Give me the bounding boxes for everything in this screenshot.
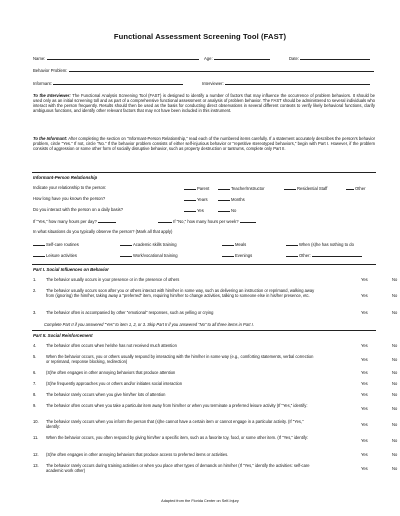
date-label: Date: — [289, 56, 300, 61]
behavior-problem-label: Behavior Problem: — [33, 68, 68, 73]
situation-evenings[interactable] — [222, 252, 252, 258]
answer-yes[interactable]: Yes — [361, 406, 368, 411]
age-field[interactable] — [204, 55, 270, 61]
answer-no[interactable]: No — [392, 381, 398, 386]
interviewer-field[interactable] — [202, 80, 370, 86]
situation-selfcare-label: Self-care routines — [46, 242, 79, 247]
interviewer-text: The Functional Analysis Screening Tool (FAST) is designed to identify a number of factors that may influence the occurrence of problem behaviors. It should be used only as an initial screening toll and as part of a comprehensive functional assessment or analysis of problem behavior. The FAST should be administered to several individuals who interact with the person frequently. Results should then be used as the basis for conducting direct observations in several different contexts to verify likely behavioral functions, clarify ambiguous functions, and identify other relevant factors that may not have been included in this instrument. — [33, 93, 376, 114]
question-number: 2. — [33, 288, 37, 293]
answer-yes[interactable]: Yes — [361, 466, 368, 471]
situation-leisure[interactable] — [33, 252, 77, 258]
divider — [32, 264, 376, 265]
daily-no-label: No — [231, 208, 237, 213]
question-text: The behavior usually occurs soon after you or others interact with him/her in some way, such as delivering an instruction or reprimand, walking away from (ignoring) the him/her, taking away a "preferred" item, requiring him/her to change activities, talking to someone else in his/her presence, etc. — [46, 288, 315, 298]
option-parent-label: Parent — [197, 186, 210, 191]
question-text: The behavior often occurs when you take a particular item away from him/her or when you terminate a preferred leisure activity (If "Yes," identify: — [46, 403, 308, 408]
part1-heading: Part I. Social Influences on Behavior — [33, 267, 109, 272]
daily-yes-label: Yes — [197, 208, 204, 213]
option-other-label: Other — [355, 186, 366, 191]
hours-per-day-label: If "Yes," how many hours per day? — [33, 219, 97, 224]
situation-nothing-label: When (s)he has nothing to do — [299, 242, 354, 247]
interviewer-instructions — [33, 93, 375, 113]
situation-nothing[interactable] — [286, 241, 354, 247]
answer-no[interactable]: No — [392, 310, 398, 315]
hours-per-day-field[interactable] — [33, 218, 116, 224]
answer-yes[interactable]: Yes — [361, 422, 368, 427]
option-teacher[interactable] — [218, 185, 265, 191]
informant-field[interactable] — [33, 80, 183, 86]
question-text: The behavior rarely occurs when you give him/her lots of attention — [46, 392, 166, 397]
situation-work[interactable] — [120, 252, 178, 258]
answer-yes[interactable]: Yes — [361, 381, 368, 386]
option-teacher-label: Teacher/Instructor — [231, 186, 265, 191]
situations-label: In what situations do you typically observe the person? (Mark all that apply) — [33, 229, 173, 234]
question-number: 9. — [33, 403, 37, 408]
question-text: (S)he often engages in other annoying behaviors that produce attention — [46, 370, 176, 375]
answer-yes[interactable]: Yes — [361, 392, 368, 397]
answer-no[interactable]: No — [392, 438, 398, 443]
page-title: Functional Assessment Screening Tool (FAST) — [113, 32, 287, 41]
question-number: 4. — [33, 343, 37, 348]
relationship-indicate-label: Indicate your relationship to the person: — [33, 185, 107, 190]
name-field[interactable] — [33, 55, 199, 61]
divider — [32, 172, 376, 173]
question-number: 5. — [33, 354, 37, 359]
question-text: The behavior often occurs when he/she has not received much attention — [46, 343, 177, 348]
situation-meals-label: Meals — [235, 242, 247, 247]
interviewer-lead: To the Interviewer: — [33, 93, 71, 98]
question-text: The behavior often is accompanied by other "emotional" responses, such as yelling or crying — [46, 310, 214, 315]
option-other[interactable] — [346, 185, 365, 191]
months-field[interactable] — [218, 196, 245, 202]
question-text: The behavior usually occurs in your presence or in the presence of others — [46, 277, 180, 282]
question-text: (S)he often engages in other annoying behaviors that produce access to preferred items or activities. — [46, 452, 229, 457]
informant-lead: To the Informant: — [33, 136, 68, 141]
daily-yes-option[interactable] — [184, 207, 204, 213]
years-field[interactable] — [184, 196, 208, 202]
question-text: The behavior rarely occurs when you inform the person that (s)he cannot have a certain item or cannot engage in a particular activity. (If "Yes," identify: — [46, 419, 304, 429]
relationship-heading: Informant-Person Relationship — [33, 175, 98, 180]
months-label: Months — [231, 197, 245, 202]
informant-text: After completing the section on "Informant-Person Relationship," read each of the numbered items carefully. If a statement accurately describes the person's behavior problem, circle "Yes." If not, circle "No." If the behavior problem consists of either self-injurious behavior or "repetitive stereotyped behaviors," begin with Part I. However, if the problem consists of aggression or some other form of socially disruptive behavior, such as property destruction or tantrums, complete only Part II. — [33, 136, 375, 152]
question-text: The behavior rarely occurs during training activities or when you place other types of demands on him/her (If "Yes," identify the activities: self-care academic work other) — [46, 463, 310, 473]
question-text: When the behavior occurs, you often respond by giving him/her a specific item, such as a favorite toy, food, or some other item. (If "Yes," identify: — [46, 435, 309, 440]
option-residential-label: Residential Staff — [297, 186, 328, 191]
answer-no[interactable]: No — [392, 370, 398, 375]
situation-academic-label: Academic skills training — [133, 242, 177, 247]
answer-yes[interactable]: Yes — [361, 310, 368, 315]
answer-no[interactable]: No — [392, 466, 398, 471]
situation-other[interactable] — [286, 252, 362, 258]
answer-no[interactable]: No — [392, 422, 398, 427]
question-number: 13. — [33, 463, 39, 468]
informant-instructions — [33, 136, 375, 151]
answer-no[interactable]: No — [392, 357, 398, 362]
informant-label: Informant: — [33, 81, 52, 86]
option-parent[interactable] — [184, 185, 209, 191]
answer-yes[interactable]: Yes — [361, 293, 368, 298]
answer-no[interactable]: No — [392, 343, 398, 348]
daily-label: Do you interact with the person on a daily basis? — [33, 207, 124, 212]
answer-yes[interactable]: Yes — [361, 343, 368, 348]
answer-yes[interactable]: Yes — [361, 370, 368, 375]
interviewer-label: Interviewer: — [202, 81, 224, 86]
question-number: 11. — [33, 435, 39, 440]
answer-yes[interactable]: Yes — [361, 277, 368, 282]
hours-per-week-label: If "No," how many hours per week? — [173, 219, 239, 224]
situation-selfcare[interactable] — [33, 241, 79, 247]
question-number: 7. — [33, 381, 37, 386]
answer-no[interactable]: No — [392, 392, 398, 397]
date-field[interactable] — [289, 55, 370, 61]
question-number: 12. — [33, 452, 39, 457]
question-number: 10. — [33, 419, 39, 424]
question-number: 6. — [33, 370, 37, 375]
question-number: 8. — [33, 392, 37, 397]
how-long-label: How long have you known the person? — [33, 196, 106, 201]
situation-meals[interactable] — [222, 241, 246, 247]
part1-note: Complete Part II if you answered "Yes" to item 1, 2, or 3. Skip Part II if you answered "No" to all three items in Part I. — [44, 322, 254, 327]
years-label: Years — [197, 197, 208, 202]
hours-per-week-field[interactable] — [158, 218, 256, 224]
part2-heading: Part II. Social Reinforcement — [33, 333, 93, 338]
option-residential[interactable] — [284, 185, 327, 191]
answer-yes[interactable]: Yes — [361, 357, 368, 362]
situation-academic[interactable] — [120, 241, 177, 247]
question-text: When the behavior occurs, you or others usually respond by interacting with the him/her in some way (e.g., comforting statements, verbal correction or reprimand, response blocking, redirection) — [46, 354, 314, 364]
situation-evenings-label: Evenings — [235, 253, 253, 258]
answer-no[interactable]: No — [392, 277, 398, 282]
name-label: Name: — [33, 56, 46, 61]
answer-no[interactable]: No — [392, 406, 398, 411]
answer-yes[interactable]: Yes — [361, 438, 368, 443]
question-number: 3. — [33, 310, 37, 315]
question-number: 1. — [33, 277, 37, 282]
answer-yes[interactable]: Yes — [361, 452, 368, 457]
divider — [32, 330, 376, 331]
answer-no[interactable]: No — [392, 452, 398, 457]
answer-no[interactable]: No — [392, 293, 398, 298]
situation-other-label: Other: — [299, 253, 311, 258]
situation-work-label: Work/vocational training — [133, 253, 178, 258]
behavior-problem-field[interactable] — [33, 67, 374, 73]
situation-leisure-label: Leisure activities — [46, 253, 77, 258]
daily-no-option[interactable] — [218, 207, 236, 213]
footer-credit: Adapted from the Florida Center on Self-Injury — [161, 499, 239, 503]
age-label: Age: — [204, 56, 213, 61]
question-text: (S)he frequently approaches you or others and/or initiates social interaction — [46, 381, 183, 386]
